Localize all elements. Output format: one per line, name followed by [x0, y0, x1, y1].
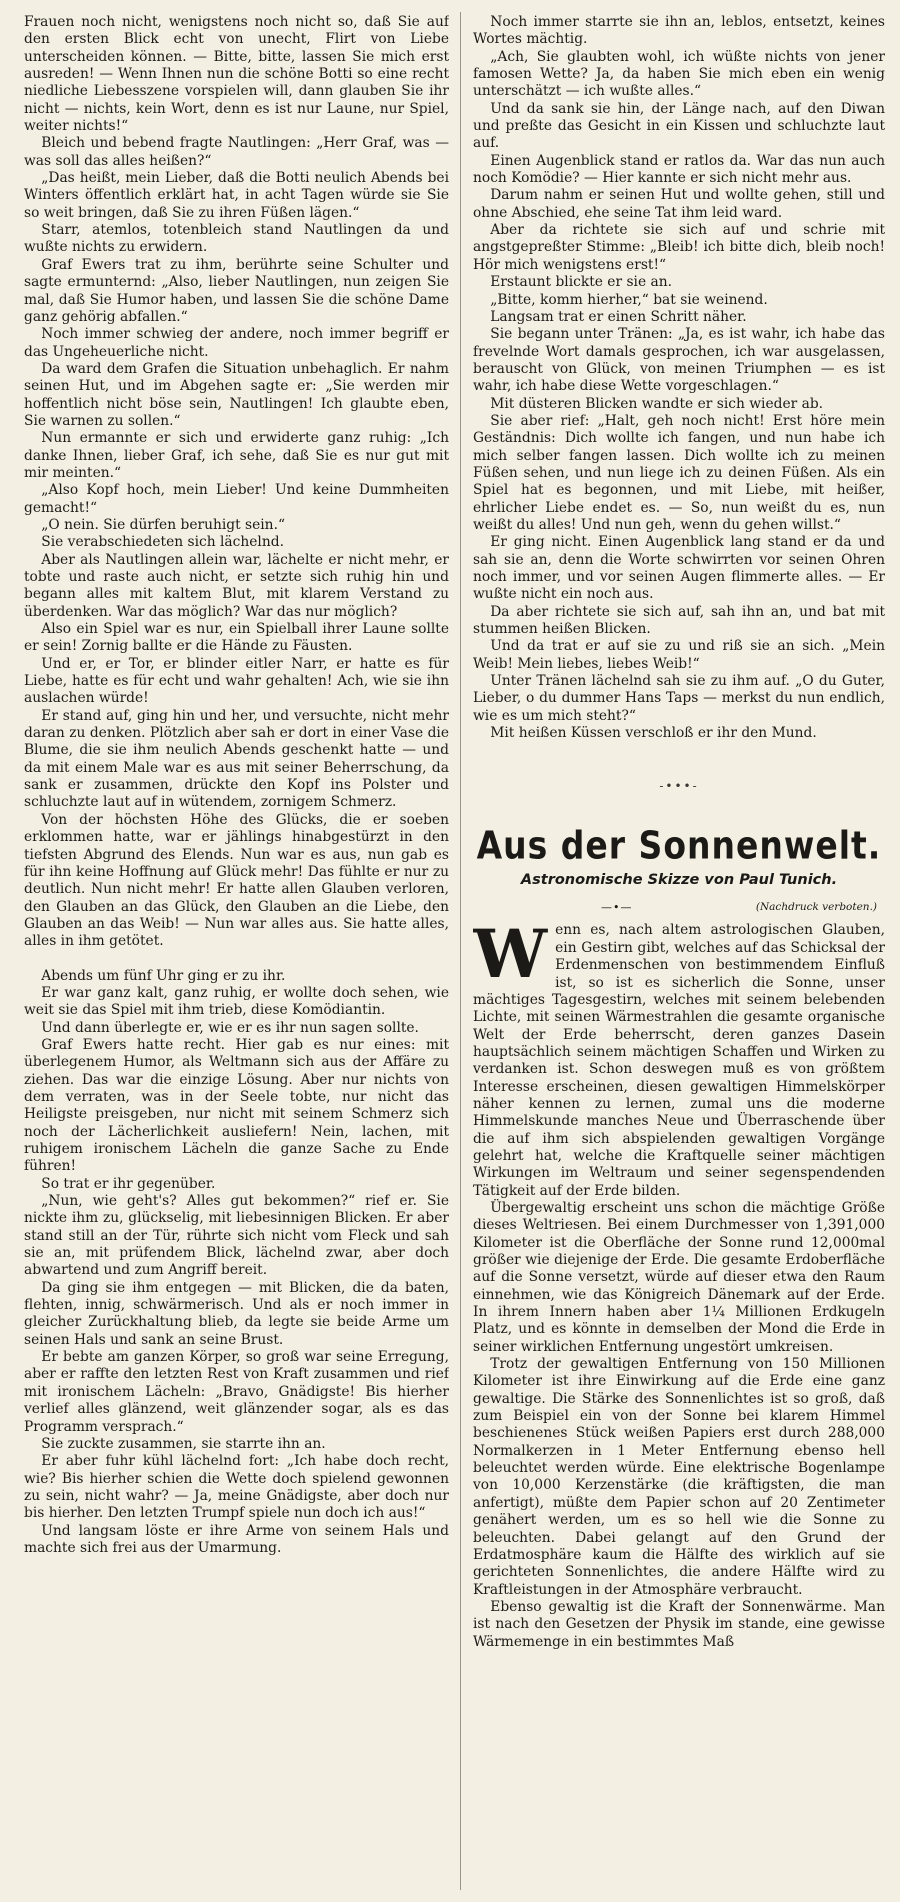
- story-paragraph: „Ach, Sie glaubten wohl, ich wüßte nichts von jener famosen Wette? Ja, da haben Sie mich eben ein wenig unterschätzt — ich wußte alles.“: [473, 48, 885, 100]
- story-paragraph: Und er, er Tor, er blinder eitler Narr, er hatte es für Liebe, hatte es für echt und wahr gehalten! Ach, wie sie ihn auslachen würde!: [24, 655, 449, 707]
- story-paragraph: Da ward dem Grafen die Situation unbehaglich. Er nahm seinen Hut, und im Abgehen sagte er: „Sie werden mir hoffentlich nicht böse sein, Nautlingen! Ich glaubte eben, Sie warnen zu sollen.“: [24, 360, 449, 429]
- story-paragraph: Und da trat er auf sie zu und riß sie an sich. „Mein Weib! Mein liebes, liebes Weib!“: [473, 638, 885, 672]
- story-paragraph: Noch immer starrte sie ihn an, leblos, entsetzt, keines Wortes mächtig.: [473, 14, 885, 48]
- left-column: [24, 14, 449, 1892]
- story-paragraph: Starr, atemlos, totenbleich stand Nautlingen da und wußte nichts zu erwidern.: [24, 222, 449, 256]
- article-paragraph: Ebenso gewaltig ist die Kraft der Sonnenwärme. Man ist nach den Gesetzen der Physik im stande, eine gewisse Wärmemenge in ein bestimmtes Maß: [473, 1598, 885, 1650]
- story-paragraph: Und dann überlegte er, wie er es ihr nun sagen sollte.: [41, 1019, 419, 1036]
- article-title: Aus der Sonnenwelt.: [476, 822, 882, 868]
- story-paragraph: Frauen noch nicht, wenigstens noch nicht so, daß Sie auf den ersten Blick echt von unecht, Flirt von Liebe unterscheiden können. — Bitte, bitte, lassen Sie mich erst ausreden! — Wenn Ihnen nun die schöne Botti so eine recht niedliche Liebesszene vorspielen will, dann glauben Sie ihr nicht — nichts, kein Wort, denn es ist nur Laune, nur Spiel, weiter nichts!“: [24, 14, 449, 135]
- column-rule: [460, 12, 461, 1890]
- story-paragraph: Von der höchsten Höhe des Glücks, die er soeben erklommen hatte, war er jählings hinabgestürzt in den tiefsten Abgrund des Elends. Nun war es aus, nun gab es für ihn keine Hoffnung auf Glück mehr! Das fühlte er nur zu deutlich. Nun nicht mehr! Er hatte allen Glauben verloren, den Glauben an das Glück, den Glauben an die Liebe, den Glauben an das Weib! — Nun war alles aus. Sie hatte alles, alles in ihm getötet.: [24, 811, 449, 950]
- story-paragraph: Und langsam löste er ihre Arme von seinem Hals und machte sich frei aus der Umarmung.: [24, 1522, 449, 1556]
- story-paragraph: „Nun, wie geht's? Alles gut bekommen?“ rief er. Sie nickte ihm zu, glückselig, mit liebesinnigen Blicken. Er aber stand still an der Tür, rührte sich nicht vom Fleck und sah sie an, mit prüfendem Blick, lächelnd zwar, aber doch abwartend und zum Angriff bereit.: [24, 1193, 449, 1279]
- story-paragraph: Da aber richtete sie sich auf, sah ihn an, und bat mit stummen heißen Blicken.: [473, 603, 885, 638]
- story-paragraph: Da ging sie ihm entgegen — mit Blicken, die da baten, flehten, innig, schwärmerisch. Und als er noch immer in gleicher Zurückhaltung blieb, da legte sie beide Arme um seinen Hals und sank an seine Brust.: [24, 1279, 449, 1348]
- story-paragraph: Nun ermannte er sich und erwiderte ganz ruhig: „Ich danke Ihnen, lieber Graf, ich sehe, daß Sie es nur gut mit mir meinten.“: [24, 430, 449, 481]
- story-paragraph: Einen Augenblick stand er ratlos da. War das nun auch noch Komödie? — Hier kannte er sich nicht mehr aus.: [473, 152, 885, 187]
- story-paragraph: Sie zuckte zusammen, sie starrte ihn an.: [41, 1435, 326, 1452]
- story-paragraph: Sie begann unter Tränen: „Ja, es ist wahr, ich habe das frevelnde Wort damals gesprochen, ich war ausgelassen, berauscht von Glück, von meinen Triumphen — es ist wahr, ich habe diese Wette vorgeschlagen.“: [473, 326, 885, 395]
- story-paragraph: „O nein. Sie dürfen beruhigt sein.“: [41, 516, 286, 533]
- story-paragraph: Mit heißen Küssen verschloß er ihr den Mund.: [490, 725, 817, 742]
- story-paragraph: Langsam trat er einen Schritt näher.: [490, 308, 747, 325]
- story-paragraph: Graf Ewers trat zu ihm, berührte seine Schulter und sagte ermunternd: „Also, lieber Nautlingen, nun zeigen Sie mal, daß Sie Humor haben, und lassen Sie die schöne Dame ganz gehörig abfallen.“: [24, 256, 449, 325]
- drop-cap: W: [473, 915, 548, 994]
- story-paragraph: Graf Ewers hatte recht. Hier gab es nur eines: mit überlegenem Humor, als Weltmann sich aus der Affäre zu ziehen. Das war die einzige Lösung. Aber nur nichts von dem verraten, was in der Seele tobte, nur nicht das Heiligste preisgeben, nur nicht mit seinem Schmerz sich noch der Lächerlichkeit ausliefern! Nein, lachen, mit ruhigem ironischem Lächeln die ganze Sache zu Ende führen!: [24, 1036, 449, 1175]
- story-paragraph: Aber als Nautlingen allein war, lächelte er nicht mehr, er tobte und raste auch nicht, er setzte sich ruhig hin und begann alles mit kaltem Blut, mit klarem Verstand zu überdenken. War das möglich? War das nur möglich?: [24, 551, 449, 620]
- story-paragraph: Er bebte am ganzen Körper, so groß war seine Erregung, aber er raffte den letzten Rest von Kraft zusammen und rief mit ironischem Lächeln: „Bravo, Gnädigste! Bis hierher verlief alles glänzend, weit glänzender sogar, als es das Programm versprach.“: [24, 1349, 449, 1435]
- story-paragraph: „Also Kopf hoch, mein Lieber! Und keine Dummheiten gemacht!“: [24, 482, 449, 516]
- story-paragraph: Sie verabschiedeten sich lächelnd.: [41, 534, 284, 551]
- story-paragraph: Und da sank sie hin, der Länge nach, auf den Diwan und preßte das Gesicht in ein Kissen und schluchzte laut auf.: [473, 100, 885, 152]
- article-paragraph: Übergewaltig erscheint uns schon die mächtige Größe dieses Weltriesen. Bei einem Durchmesser von 1,391,000 Kilometer ist die Oberfläche der Sonne rund 12,000mal größer wie diejenige der Erde. Die gesamte Erdoberfläche auf die Sonne versetzt, würde auf dieser etwa den Raum einnehmen, wie das Königreich Dänemark auf der Erde. In ihrem Innern haben aber 1¼ Millionen Erdkugeln Platz, und es könnte in demselben der Mond die Erde in seiner wirklichen Entfernung ungestört umkreisen.: [473, 1199, 885, 1355]
- ornament-icon: —•—: [601, 901, 633, 915]
- story-paragraph: Erstaunt blickte er sie an.: [490, 274, 672, 291]
- story-paragraph: Er stand auf, ging hin und her, und versuchte, nicht mehr daran zu denken. Plötzlich aber sah er dort in einer Vase die Blume, die sie ihm neulich Abends geschenkt hatte — und da mit einem Male war es aus mit seiner Beherrschung, da sank er zusammen, drückte den Kopf ins Polster und schluchzte laut auf in wütendem, zornigem Schmerz.: [24, 707, 449, 811]
- reprint-note: (Nachdruck verboten.): [755, 901, 877, 914]
- article-subtitle: Astronomische Skizze von Paul Tunich.: [520, 871, 838, 888]
- byline-row: [473, 899, 885, 916]
- intro-text: enn es, nach altem astrologischen Glauben, ein Gestirn gibt, welches auf das Schicksal der Erdenmenschen von bestimmendem Einfluß ist, so ist es sicherlich die Sonne, unser mächtiges Tagesgestirn, welches mit seinem belebenden Lichte, mit seinen Wärmestrahlen die gesamte organische Welt der Erde beherrscht, deren ganzes Dasein hauptsächlich seinem mächtigen Schaffen und Wirken zu verdanken ist. Schon deswegen muß es von größtem Interesse erscheinen, diesen gewaltigen Himmelskörper näher kennen zu lernen, zumal uns die moderne Himmelskunde manches Neue und Überraschende über die auf ihm sich abspielenden gewaltigen Vorgänge gelehrt hat, welche die Kraftquelle seiner mächtigen Wirkungen im Weltraum und seiner segenspendenden Tätigkeit auf der Erde bilden.: [473, 922, 885, 1199]
- story-paragraph: „Das heißt, mein Lieber, daß die Botti neulich Abends bei Winters öffentlich erklärt hat, in acht Tagen würde sie Sie so weit bringen, daß Sie zu ihren Füßen lägen.“: [24, 170, 449, 221]
- section-gap: [24, 951, 449, 968]
- separator-ornament: -•••-: [659, 779, 699, 794]
- story-paragraph: Abends um fünf Uhr ging er zu ihr.: [41, 967, 286, 984]
- article-intro: [473, 915, 885, 1200]
- right-column: [473, 14, 885, 1892]
- story-paragraph: So trat er ihr gegenüber.: [41, 1175, 216, 1192]
- story-paragraph: Er war ganz kalt, ganz ruhig, er wollte doch sehen, wie weit sie das Spiel mit ihm trieb, diese Komödiantin.: [24, 984, 449, 1019]
- story-paragraph: Mit düsteren Blicken wandte er sich wieder ab.: [490, 395, 824, 412]
- story-paragraph: Darum nahm er seinen Hut und wollte gehen, still und ohne Abschied, ehe seine Tat ihm leid ward.: [473, 187, 885, 221]
- story-paragraph: Er ging nicht. Einen Augenblick lang stand er da und sah sie an, denn die Worte schwirrten vor seinen Ohren noch immer, und vor seinen Augen flimmerte alles. — Er wußte nicht ein noch aus.: [473, 534, 885, 603]
- story-paragraph: Aber da richtete sie sich auf und schrie mit angstgepreßter Stimme: „Bleib! ich bitte dich, bleib noch! Hör mich wenigstens erst!“: [473, 222, 885, 273]
- story-paragraph: Er aber fuhr kühl lächelnd fort: „Ich habe doch recht, wie? Bis hierher schien die Wette doch spielend gewonnen zu sein, nicht wahr? — Ja, meine Gnädigste, aber doch nur bis hierher. Den letzten Trumpf spiele nun doch ich aus!“: [24, 1453, 449, 1522]
- story-paragraph: Bleich und bebend fragte Nautlingen: „Herr Graf, was — was soll das alles heißen?“: [24, 135, 449, 169]
- story-paragraph: Noch immer schwieg der andere, noch immer begriff er das Ungeheuerliche nicht.: [24, 326, 449, 360]
- story-paragraph: Unter Tränen lächelnd sah sie zu ihm auf. „O du Guter, Lieber, o du dummer Hans Taps — merkst du nun endlich, wie es um mich steht?“: [473, 673, 885, 724]
- article-paragraph: Trotz der gewaltigen Entfernung von 150 Millionen Kilometer ist ihre Einwirkung auf die Erde eine ganz gewaltige. Die Stärke des Sonnenlichtes ist so groß, daß zum Beispiel ein von der Sonne bei klarem Himmel beschienenes Stück weißen Papiers erst durch 288,000 Normalkerzen in 1 Meter Entfernung ebenso hell beleuchtet werden würde. Eine elektrische Bogenlampe von 10,000 Kerzenstärke (die kräftigsten, die man anfertigt), müßte dem Papier schon auf 20 Zentimeter genähert werden, um es so hell wie die Sonne zu beleuchten. Dabei gelangt auf den Grund der Erdatmosphäre kaum die Hälfte des wirklich auf sie gerichteten Sonnenlichtes, die andere Hälfte wird zu Kraftleistungen in der Atmosphäre verbraucht.: [473, 1356, 885, 1598]
- story-paragraph: Sie aber rief: „Halt, geh noch nicht! Erst höre mein Geständnis: Dich wollte ich fangen, und nun habe ich mich selber fangen lassen. Dich wollte ich zu meinen Füßen sehen, und nun liege ich zu deinen Füßen. Als ein Spiel hat es begonnen, und mit Liebe, mit heißer, ehrlicher Liebe endet es. — So, nun weißt du es, nun weißt du alles! Und nun geh, wenn du gehen willst.“: [473, 412, 885, 533]
- story-paragraph: „Bitte, komm hierher,“ bat sie weinend.: [490, 291, 768, 308]
- story-paragraph: Also ein Spiel war es nur, ein Spielball ihrer Laune sollte er sein! Zornig ballte er die Hände zu Fäusten.: [24, 621, 449, 655]
